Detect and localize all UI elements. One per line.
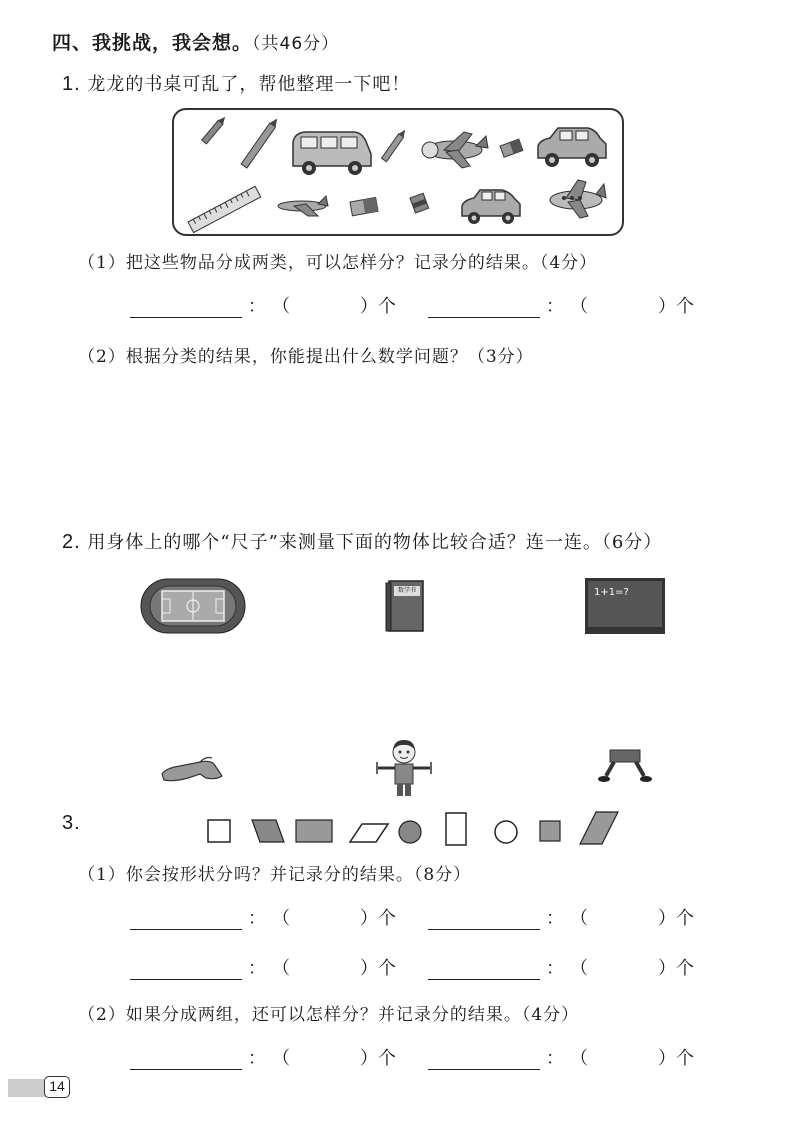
hand-span-icon <box>160 752 224 784</box>
circle-shape <box>399 821 421 843</box>
airplane-icon <box>278 196 328 216</box>
answer-row: ： （ ）个 <box>428 904 694 930</box>
category-blank[interactable] <box>428 959 540 980</box>
question-3-sub-1: （1）你会按形状分吗？并记录分的结果。（8分） <box>78 865 472 885</box>
page-number: 14 <box>44 1076 70 1098</box>
question-3 <box>62 812 81 835</box>
square-shape <box>208 820 230 842</box>
category-blank[interactable] <box>130 1049 242 1070</box>
car-icon <box>462 190 520 224</box>
answer-row: ： （ ）个 <box>428 1044 694 1070</box>
section-points: （共46分） <box>252 34 340 54</box>
arm-span-icon <box>374 738 434 798</box>
question-3-sub-2: （2）如果分成两组，还可以怎样分？并记录分的结果。（4分） <box>78 1005 580 1025</box>
category-blank[interactable] <box>130 297 242 318</box>
desk-items-box <box>172 108 624 236</box>
category-blank[interactable] <box>130 909 242 930</box>
category-blank[interactable] <box>428 909 540 930</box>
airplane-icon <box>422 132 488 168</box>
question-2-number: 2. <box>62 531 81 553</box>
pencil-icon <box>241 116 280 168</box>
book-label: 数学书 <box>397 587 416 594</box>
desk-items-illustration <box>174 110 622 234</box>
question-1-number: 1. <box>62 73 81 95</box>
answer-row: ： （ ）个 <box>428 954 694 980</box>
parallelogram-shape <box>580 812 618 844</box>
eraser-icon <box>500 139 523 157</box>
circle-shape <box>495 821 517 843</box>
footstep-icon <box>598 748 652 784</box>
question-area[interactable] <box>78 375 758 495</box>
answer-row: ： （ ）个 <box>428 292 694 318</box>
eraser-icon <box>350 197 378 215</box>
answer-row: ： （ ）个 <box>130 904 396 930</box>
section-title-text: 四、我挑战，我会想。 <box>52 32 253 54</box>
question-1-sub-1: （1）把这些物品分成两类，可以怎样分？记录分的结果。（4分） <box>78 253 598 273</box>
parallelogram-shape <box>252 820 284 842</box>
question-2-text: 用身体上的哪个“尺子”来测量下面的物体比较合适？连一连。（6分） <box>87 532 663 553</box>
van-icon <box>293 132 371 175</box>
pencil-icon <box>382 128 408 162</box>
square-shape <box>540 821 560 841</box>
question-1 <box>62 70 410 96</box>
book-icon <box>384 578 426 634</box>
answer-row: ： （ ）个 <box>130 292 396 318</box>
answer-row: ： （ ）个 <box>130 1044 396 1070</box>
shapes-row <box>200 808 630 848</box>
rectangle-shape <box>446 813 466 845</box>
ruler-icon <box>188 186 261 232</box>
category-blank[interactable] <box>130 959 242 980</box>
question-1-sub-2: （2）根据分类的结果，你能提出什么数学问题？（3分） <box>78 347 534 367</box>
blackboard-icon <box>585 578 665 630</box>
pencil-icon <box>202 115 228 144</box>
rectangle-shape <box>296 820 332 842</box>
track-field-icon <box>140 578 246 634</box>
question-3-number: 3. <box>62 812 81 834</box>
blackboard-text: 1+1=? <box>594 587 629 598</box>
category-blank[interactable] <box>428 1049 540 1070</box>
question-1-text: 龙龙的书桌可乱了，帮他整理一下吧！ <box>87 74 411 95</box>
section-title <box>52 28 339 55</box>
category-blank[interactable] <box>428 297 540 318</box>
car-icon <box>538 128 606 167</box>
question-2 <box>62 528 662 554</box>
answer-row: ： （ ）个 <box>130 954 396 980</box>
page-number-badge <box>8 1074 68 1100</box>
parallelogram-shape <box>350 824 388 842</box>
eraser-icon <box>410 193 429 213</box>
airplane-icon <box>550 180 606 218</box>
